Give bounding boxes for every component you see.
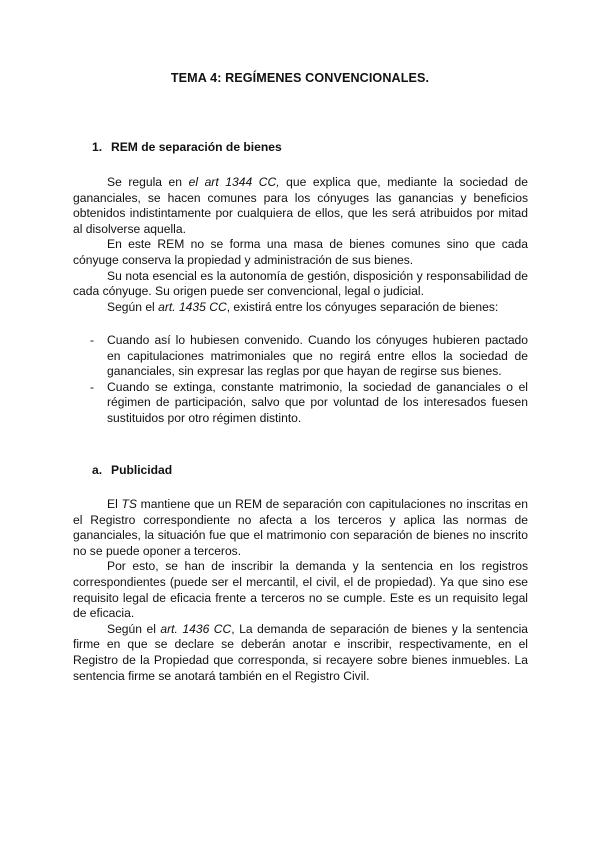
section-1-paragraph-1 bbox=[73, 175, 528, 237]
section-1-paragraph-4 bbox=[73, 300, 528, 316]
section-a-paragraph-3 bbox=[73, 622, 528, 684]
section-1-heading-text: REM de separación de bienes bbox=[111, 140, 282, 154]
text-run: que explica que, mediante la sociedad de gananciales, se hacen comunes para los cónyuges las ganancias y beneficios obtenidos indistintamente por cualquiera de ellos, que les será atribuidos por mitad al disolverse aquella. bbox=[73, 175, 528, 236]
section-1-body bbox=[73, 175, 528, 315]
law-reference: el art 1344 CC, bbox=[188, 175, 280, 189]
list-item-text: Cuando se extinga, constante matrimonio, la sociedad de gananciales o el régimen de participación, salvo que por voluntad de los interesados fuesen sustituidos por otro régimen distinto. bbox=[107, 379, 528, 425]
law-reference: art. 1436 CC bbox=[160, 621, 232, 636]
list-item bbox=[73, 333, 528, 380]
section-a-paragraph-2: Por esto, se han de inscribir la demanda y la sentencia en los registros correspondientes (puede ser el mercantil, el civil, el de propiedad). Ya que sino ese requisito legal de eficacia frente a terceros no se cumple. Este es un requisito legal de eficacia. bbox=[73, 559, 528, 621]
list-dash: - bbox=[90, 379, 95, 394]
section-a-heading bbox=[92, 463, 172, 477]
list-dash: - bbox=[90, 333, 95, 347]
section-a-body bbox=[73, 497, 528, 684]
separation-cases-list bbox=[73, 333, 528, 427]
text-run: mantiene que un REM de separación con capitulaciones no inscritas en el Registro correspondiente no afecta a los terceros y aplica las normas de gananciales, la situación fue que el matrimonio con separación de bienes no inscrito no se puede oponer a terceros. bbox=[73, 497, 528, 558]
section-1-paragraph-3: Su nota esencial es la autonomía de gestión, disposición y responsabilidad de cada cónyuge. Su origen puede ser convencional, legal o judicial. bbox=[73, 268, 528, 299]
text-run: , existirá entre los cónyuges separación de bienes: bbox=[226, 299, 499, 314]
section-a-heading-text: Publicidad bbox=[111, 463, 173, 477]
list-item bbox=[73, 380, 528, 427]
section-a-number: a. bbox=[92, 463, 103, 477]
text-run: El bbox=[107, 497, 122, 511]
text-run: , La demanda de separación de bienes y la sentencia firme en que se declare se deberán anotar e inscribir, respectivamente, en el Registro de la Propiedad que corresponda, si recayere sobre bienes inmuebles. La sentencia firme se anotará también en el Registro Civil. bbox=[73, 621, 528, 683]
list-item-text: Cuando así lo hubiesen convenido. Cuando los cónyuges hubieren pactado en capitulaciones matrimoniales que no regirá entre ellos la sociedad de gananciales, sin expresar las reglas por que hayan de regirse sus bienes. bbox=[107, 333, 528, 379]
section-1-heading bbox=[92, 140, 282, 154]
text-run: Se regula en bbox=[107, 175, 189, 189]
section-1-paragraph-2: En este REM no se forma una masa de bienes comunes sino que cada cónyuge conserva la propiedad y administración de sus bienes. bbox=[73, 237, 528, 267]
document-title: TEMA 4: REGÍMENES CONVENCIONALES. bbox=[170, 71, 430, 85]
section-a-paragraph-1 bbox=[73, 497, 528, 559]
text-run: Según el bbox=[107, 621, 161, 636]
court-reference: TS bbox=[121, 497, 137, 511]
text-run: Según el bbox=[107, 299, 159, 314]
section-1-number: 1. bbox=[92, 140, 103, 154]
law-reference: art. 1435 CC bbox=[158, 299, 227, 314]
